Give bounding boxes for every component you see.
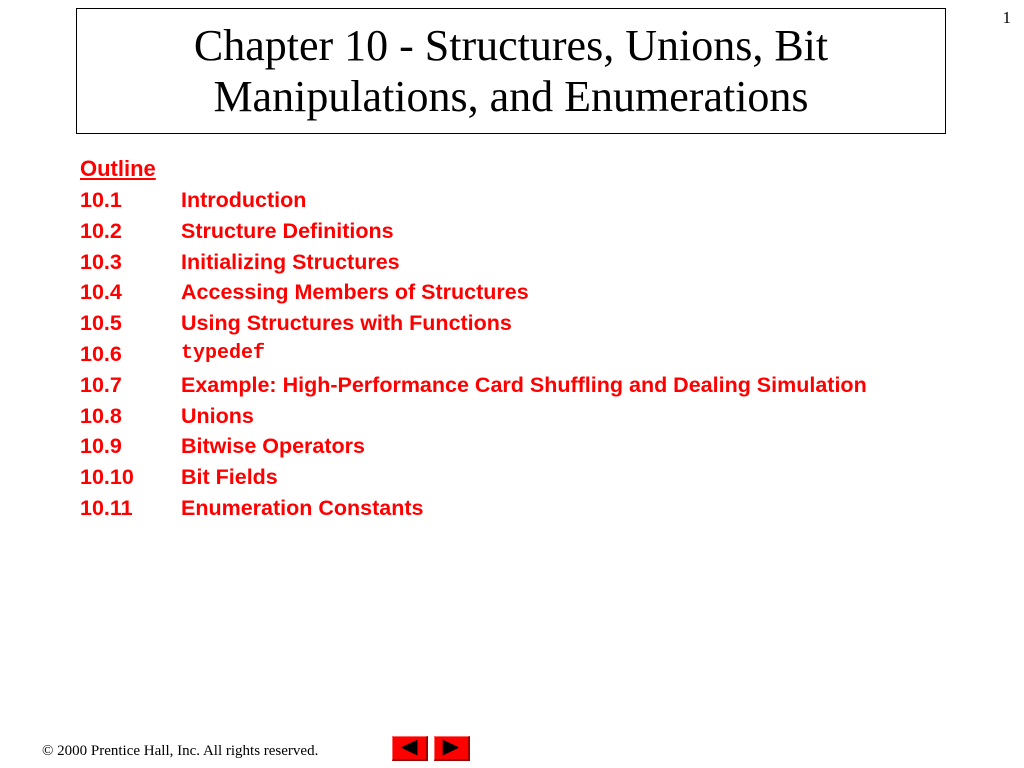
outline-item-number: 10.8 [80, 403, 122, 428]
outline-heading: Outline [80, 156, 156, 181]
right-arrow-icon [435, 737, 468, 759]
outline-item [80, 216, 867, 247]
outline-item [80, 370, 867, 401]
outline-item-number: 10.6 [80, 341, 122, 366]
outline-item-title: Enumeration Constants [181, 495, 424, 520]
page-number: 1 [1002, 8, 1011, 27]
outline-item [80, 185, 867, 216]
outline-item-title: Initializing Structures [181, 249, 400, 274]
previous-slide-button[interactable] [392, 736, 428, 761]
title-box [76, 8, 946, 134]
outline-item [80, 277, 867, 308]
outline-item-title-code: typedef [181, 341, 266, 365]
outline-item-number: 10.10 [80, 465, 134, 490]
outline-item-title: Bit Fields [181, 465, 278, 490]
outline-item-title: Bitwise Operators [181, 434, 365, 459]
outline-item [80, 431, 867, 462]
outline-item-title: Example: High-Performance Card Shuffling and Dealing Simulation [181, 372, 867, 397]
title-line-2: Manipulations, and Enumerations [213, 72, 809, 121]
outline-item-title: Introduction [181, 188, 307, 212]
copyright-footer: © 2000 Prentice Hall, Inc. All rights reserved. [42, 743, 319, 759]
outline-item-number: 10.3 [80, 249, 122, 274]
outline-item-title: Using Structures with Functions [181, 311, 512, 336]
outline [80, 154, 867, 524]
next-slide-button[interactable] [434, 736, 470, 761]
outline-item [80, 308, 867, 339]
outline-item-title: Accessing Members of Structures [181, 280, 529, 305]
outline-item-number: 10.7 [80, 372, 122, 397]
outline-item-number: 10.11 [80, 495, 133, 520]
outline-item-number: 10.9 [80, 434, 122, 459]
outline-item [80, 462, 867, 493]
outline-item-number: 10.1 [80, 188, 122, 212]
title-line-1: Chapter 10 - Structures, Unions, Bit [193, 21, 829, 70]
outline-item [80, 493, 867, 524]
outline-item [80, 401, 867, 432]
outline-list [80, 185, 867, 524]
left-arrow-icon [393, 737, 426, 759]
outline-item [80, 339, 867, 370]
outline-item-title: Structure Definitions [181, 218, 394, 243]
outline-item-title: Unions [181, 403, 254, 428]
outline-item-number: 10.2 [80, 218, 122, 243]
outline-item-number: 10.5 [80, 311, 122, 336]
outline-item [80, 247, 867, 278]
outline-item-number: 10.4 [80, 280, 122, 305]
